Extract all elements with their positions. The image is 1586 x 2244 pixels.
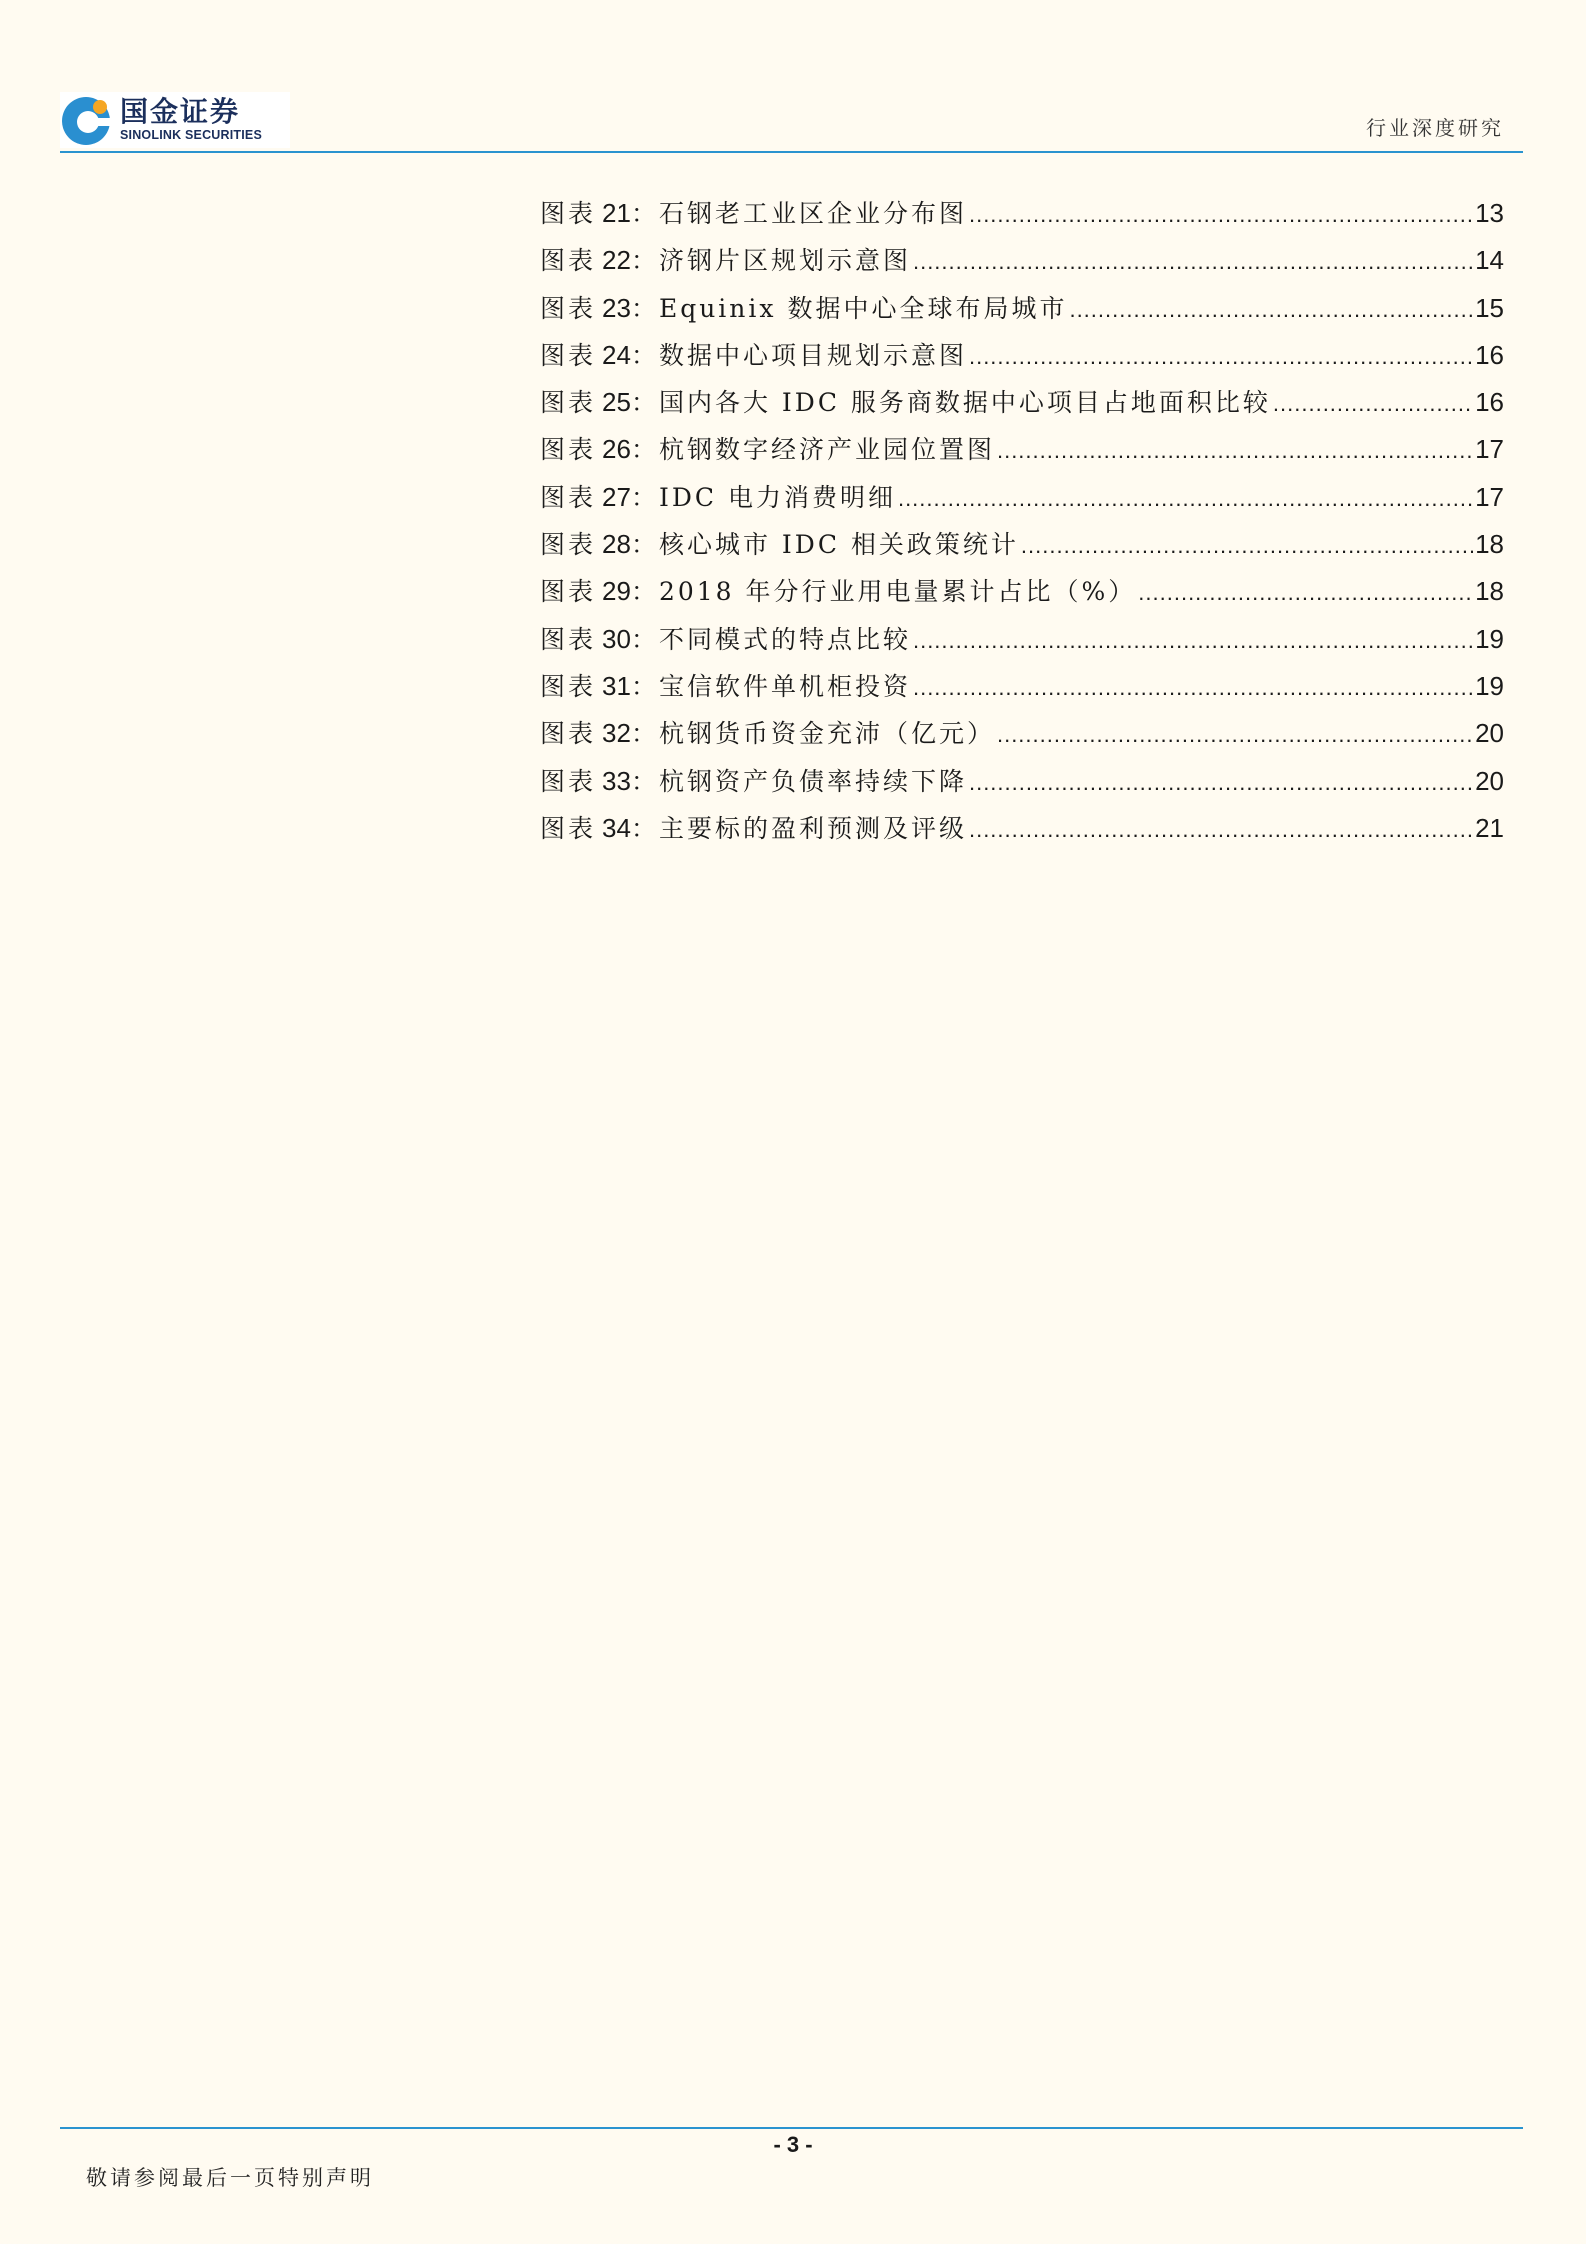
toc-entry-page: 19	[1475, 670, 1504, 701]
toc-entry[interactable]	[540, 805, 1504, 852]
toc-entry[interactable]	[540, 710, 1504, 757]
toc-entry-leader	[913, 617, 1473, 664]
toc-entry-leader	[969, 191, 1473, 238]
toc-entry-separator: ：	[630, 293, 659, 323]
toc-entry-leader	[1021, 522, 1473, 569]
toc-entry-number: 33	[602, 765, 631, 796]
toc-entry[interactable]	[540, 190, 1504, 237]
toc-entry[interactable]	[540, 521, 1504, 568]
toc-entry-page: 20	[1475, 718, 1504, 749]
toc-entry-title: 国内各大 IDC 服务商数据中心项目占地面积比较	[658, 388, 1271, 418]
toc-entry-label: 图表	[540, 577, 597, 607]
toc-entry-page: 13	[1475, 198, 1504, 228]
toc-entry-leader	[913, 238, 1473, 285]
toc-entry-separator: ：	[630, 199, 659, 228]
sinolink-logo-icon	[60, 94, 112, 146]
toc-entry-separator: ：	[630, 530, 659, 560]
toc-entry-number: 30	[602, 623, 631, 654]
toc-entry-leader	[913, 664, 1473, 711]
figure-list	[540, 190, 1504, 852]
toc-entry-number: 29	[602, 576, 631, 607]
toc-entry-separator: ：	[630, 482, 659, 512]
toc-entry-title: 数据中心项目规划示意图	[658, 340, 967, 370]
logo-english-name: SINOLINK SECURITIES	[120, 128, 263, 142]
toc-entry-leader	[997, 711, 1473, 758]
toc-entry-page: 19	[1475, 623, 1504, 654]
toc-entry-separator: ：	[630, 624, 659, 654]
toc-entry-title: 2018 年分行业用电量累计占比（%）	[658, 577, 1137, 607]
toc-entry-number: 28	[602, 529, 631, 560]
toc-entry-leader	[898, 475, 1473, 522]
toc-entry-label: 图表	[540, 482, 597, 512]
toc-entry-title: IDC 电力消费明细	[658, 482, 896, 512]
toc-entry[interactable]	[540, 616, 1504, 663]
toc-entry-number: 25	[602, 387, 631, 418]
toc-entry-label: 图表	[540, 199, 597, 228]
toc-entry-page: 18	[1475, 529, 1504, 560]
toc-entry-separator: ：	[630, 577, 659, 607]
toc-entry-page: 18	[1475, 576, 1504, 607]
footer-divider	[60, 2127, 1523, 2129]
toc-entry-label: 图表	[540, 624, 597, 654]
toc-entry-title: 杭钢数字经济产业园位置图	[658, 435, 995, 465]
toc-entry-separator: ：	[630, 435, 659, 465]
toc-entry-label: 图表	[540, 766, 597, 796]
report-type: 行业深度研究	[1366, 116, 1504, 140]
toc-entry-title: 主要标的盈利预测及评级	[658, 813, 967, 843]
toc-entry-label: 图表	[540, 340, 597, 370]
toc-entry-label: 图表	[540, 530, 597, 560]
toc-entry-leader	[969, 759, 1473, 806]
toc-entry-separator: ：	[630, 340, 659, 370]
toc-entry-page: 15	[1475, 292, 1504, 323]
logo-chinese-name: 国金证券	[120, 95, 241, 128]
toc-entry-separator: ：	[630, 813, 659, 843]
toc-entry-page: 16	[1475, 339, 1504, 370]
toc-entry-leader	[997, 427, 1473, 474]
toc-entry-label: 图表	[540, 813, 597, 843]
toc-entry[interactable]	[540, 474, 1504, 521]
toc-entry-leader	[969, 806, 1473, 853]
toc-entry-separator: ：	[630, 246, 659, 276]
toc-entry-separator: ：	[630, 671, 659, 701]
toc-entry-label: 图表	[540, 293, 597, 323]
toc-entry[interactable]	[540, 426, 1504, 473]
toc-entry-label: 图表	[540, 671, 597, 701]
toc-entry-label: 图表	[540, 246, 597, 276]
toc-entry-leader	[1138, 569, 1473, 616]
toc-entry[interactable]	[540, 332, 1504, 379]
toc-entry-number: 23	[602, 292, 631, 323]
toc-entry[interactable]	[540, 379, 1504, 426]
toc-entry-number: 21	[602, 198, 631, 228]
toc-entry[interactable]	[540, 285, 1504, 332]
toc-entry[interactable]	[540, 758, 1504, 805]
toc-entry-title: 石钢老工业区企业分布图	[658, 199, 967, 228]
toc-entry-leader	[1273, 380, 1473, 427]
toc-entry-page: 17	[1475, 481, 1504, 512]
company-logo	[60, 92, 290, 148]
toc-entry-page: 16	[1475, 387, 1504, 418]
footer-disclaimer: 敬请参阅最后一页特别声明	[86, 2166, 374, 2190]
toc-entry-number: 27	[602, 481, 631, 512]
toc-entry-title: Equinix 数据中心全球布局城市	[658, 293, 1068, 323]
toc-entry[interactable]	[540, 663, 1504, 710]
toc-entry-page: 21	[1475, 812, 1504, 843]
toc-entry-separator: ：	[630, 388, 659, 418]
toc-entry-leader	[969, 333, 1473, 380]
toc-entry-title: 杭钢资产负债率持续下降	[658, 766, 967, 796]
toc-entry-number: 22	[602, 245, 631, 276]
toc-entry-number: 26	[602, 434, 631, 465]
toc-entry-label: 图表	[540, 388, 597, 418]
toc-entry-page: 20	[1475, 765, 1504, 796]
toc-entry-number: 31	[602, 670, 631, 701]
toc-entry-separator: ：	[630, 719, 659, 749]
toc-entry-number: 34	[602, 812, 631, 843]
toc-entry[interactable]	[540, 568, 1504, 615]
toc-entry-title: 核心城市 IDC 相关政策统计	[658, 530, 1019, 560]
toc-entry[interactable]	[540, 237, 1504, 284]
toc-entry-page: 14	[1475, 245, 1504, 276]
toc-entry-label: 图表	[540, 435, 597, 465]
header-divider	[60, 151, 1523, 153]
toc-entry-label: 图表	[540, 719, 597, 749]
toc-entry-title: 济钢片区规划示意图	[658, 246, 911, 276]
toc-entry-title: 不同模式的特点比较	[658, 624, 911, 654]
page-number: - 3 -	[773, 2132, 813, 2157]
toc-entry-page: 17	[1475, 434, 1504, 465]
toc-entry-title: 宝信软件单机柜投资	[658, 671, 911, 701]
toc-entry-separator: ：	[630, 766, 659, 796]
toc-entry-number: 32	[602, 718, 631, 749]
toc-entry-title: 杭钢货币资金充沛（亿元）	[658, 719, 995, 749]
toc-entry-number: 24	[602, 339, 631, 370]
toc-entry-leader	[1069, 286, 1473, 333]
